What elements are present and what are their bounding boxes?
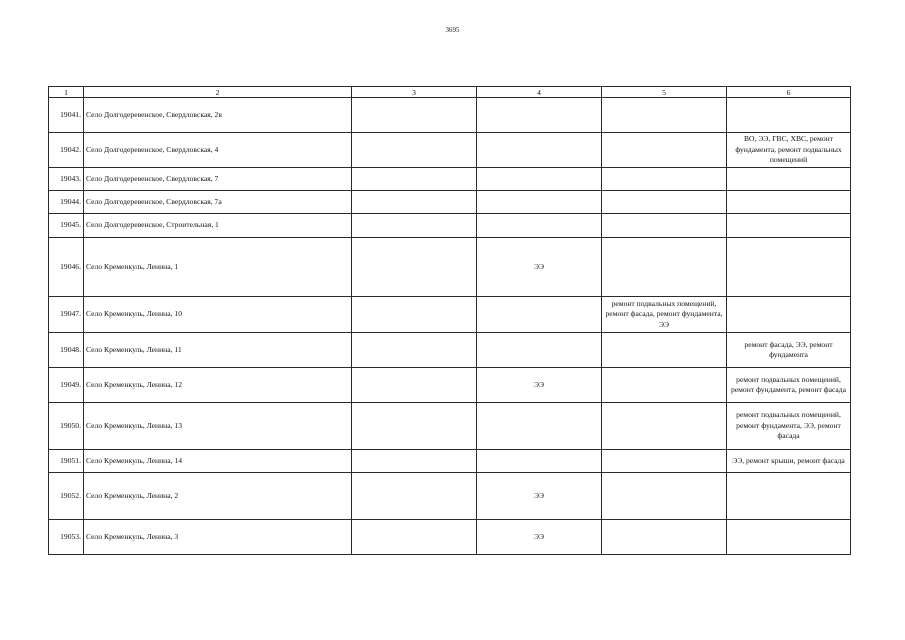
column-5-cell — [602, 450, 727, 473]
column-6-cell: ремонт подвальных помещений, ремонт фундамента, ЭЭ, ремонт фасада — [727, 403, 851, 450]
table-row — [49, 98, 851, 133]
column-3-cell — [352, 333, 477, 368]
row-number: 19044. — [49, 191, 84, 214]
address-cell: Село Кременкуль, Ленина, 12 — [84, 368, 352, 403]
column-3-cell — [352, 238, 477, 297]
column-5-cell — [602, 473, 727, 520]
column-header: 4 — [477, 87, 602, 98]
table-row — [49, 297, 851, 333]
column-5-cell — [602, 238, 727, 297]
column-3-cell — [352, 368, 477, 403]
column-4-cell — [477, 333, 602, 368]
row-number: 19047. — [49, 297, 84, 333]
column-4-cell — [477, 191, 602, 214]
column-3-cell — [352, 473, 477, 520]
address-cell: Село Кременкуль, Ленина, 14 — [84, 450, 352, 473]
column-header: 5 — [602, 87, 727, 98]
table-row — [49, 238, 851, 297]
address-cell: Село Кременкуль, Ленина, 3 — [84, 520, 352, 555]
row-number: 19053. — [49, 520, 84, 555]
column-5-cell — [602, 214, 727, 238]
table-row — [49, 168, 851, 191]
address-cell: Село Долгодеревенское, Строительная, 1 — [84, 214, 352, 238]
column-3-cell — [352, 450, 477, 473]
table-row — [49, 133, 851, 168]
column-4-cell — [477, 98, 602, 133]
row-number: 19042. — [49, 133, 84, 168]
column-4-cell: ЭЭ — [477, 473, 602, 520]
column-3-cell — [352, 520, 477, 555]
address-cell: Село Долгодеревенское, Свердловская, 7 — [84, 168, 352, 191]
column-4-cell — [477, 403, 602, 450]
row-number: 19043. — [49, 168, 84, 191]
column-6-cell — [727, 168, 851, 191]
column-5-cell — [602, 520, 727, 555]
table-row — [49, 473, 851, 520]
row-number: 19045. — [49, 214, 84, 238]
column-6-cell: ЭЭ, ремонт крыши, ремонт фасада — [727, 450, 851, 473]
column-6-cell — [727, 214, 851, 238]
column-5-cell — [602, 368, 727, 403]
table-header-row — [49, 87, 851, 98]
address-cell: Село Кременкуль, Ленина, 13 — [84, 403, 352, 450]
row-number: 19050. — [49, 403, 84, 450]
table-row — [49, 333, 851, 368]
column-6-cell: ремонт подвальных помещений, ремонт фундамента, ремонт фасада — [727, 368, 851, 403]
table-row — [49, 403, 851, 450]
data-table — [48, 86, 851, 555]
column-5-cell — [602, 333, 727, 368]
table-row — [49, 520, 851, 555]
row-number: 19041. — [49, 98, 84, 133]
column-3-cell — [352, 168, 477, 191]
column-3-cell — [352, 133, 477, 168]
row-number: 19049. — [49, 368, 84, 403]
column-header: 3 — [352, 87, 477, 98]
column-6-cell — [727, 238, 851, 297]
column-4-cell: ЭЭ — [477, 368, 602, 403]
column-3-cell — [352, 297, 477, 333]
table-row — [49, 191, 851, 214]
column-header: 2 — [84, 87, 352, 98]
column-4-cell — [477, 214, 602, 238]
column-4-cell — [477, 450, 602, 473]
address-cell: Село Долгодеревенское, Свердловская, 2в — [84, 98, 352, 133]
address-cell: Село Кременкуль, Ленина, 10 — [84, 297, 352, 333]
column-5-cell — [602, 191, 727, 214]
column-4-cell — [477, 297, 602, 333]
row-number: 19052. — [49, 473, 84, 520]
column-6-cell — [727, 473, 851, 520]
column-4-cell: ЭЭ — [477, 238, 602, 297]
column-3-cell — [352, 403, 477, 450]
table-row — [49, 214, 851, 238]
page-number: 3695 — [445, 26, 460, 34]
column-3-cell — [352, 214, 477, 238]
column-3-cell — [352, 98, 477, 133]
column-6-cell: ВО, ЭЭ, ГВС, ХВС, ремонт фундамента, ремонт подвальных помещений — [727, 133, 851, 168]
column-6-cell — [727, 191, 851, 214]
row-number: 19051. — [49, 450, 84, 473]
address-cell: Село Долгодеревенское, Свердловская, 4 — [84, 133, 352, 168]
column-5-cell: ремонт подвальных помещений, ремонт фасада, ремонт фундамента, ЭЭ — [602, 297, 727, 333]
column-4-cell — [477, 168, 602, 191]
address-cell: Село Кременкуль, Ленина, 1 — [84, 238, 352, 297]
column-5-cell — [602, 168, 727, 191]
column-header: 1 — [49, 87, 84, 98]
column-6-cell: ремонт фасада, ЭЭ, ремонт фундамента — [727, 333, 851, 368]
address-cell: Село Кременкуль, Ленина, 11 — [84, 333, 352, 368]
row-number: 19048. — [49, 333, 84, 368]
column-6-cell — [727, 520, 851, 555]
column-6-cell — [727, 297, 851, 333]
table-row — [49, 450, 851, 473]
column-5-cell — [602, 98, 727, 133]
address-cell: Село Долгодеревенское, Свердловская, 7а — [84, 191, 352, 214]
row-number: 19046. — [49, 238, 84, 297]
column-4-cell: ЭЭ — [477, 520, 602, 555]
column-3-cell — [352, 191, 477, 214]
column-5-cell — [602, 403, 727, 450]
column-6-cell — [727, 98, 851, 133]
column-5-cell — [602, 133, 727, 168]
column-header: 6 — [727, 87, 851, 98]
address-cell: Село Кременкуль, Ленина, 2 — [84, 473, 352, 520]
table-row — [49, 368, 851, 403]
column-4-cell — [477, 133, 602, 168]
